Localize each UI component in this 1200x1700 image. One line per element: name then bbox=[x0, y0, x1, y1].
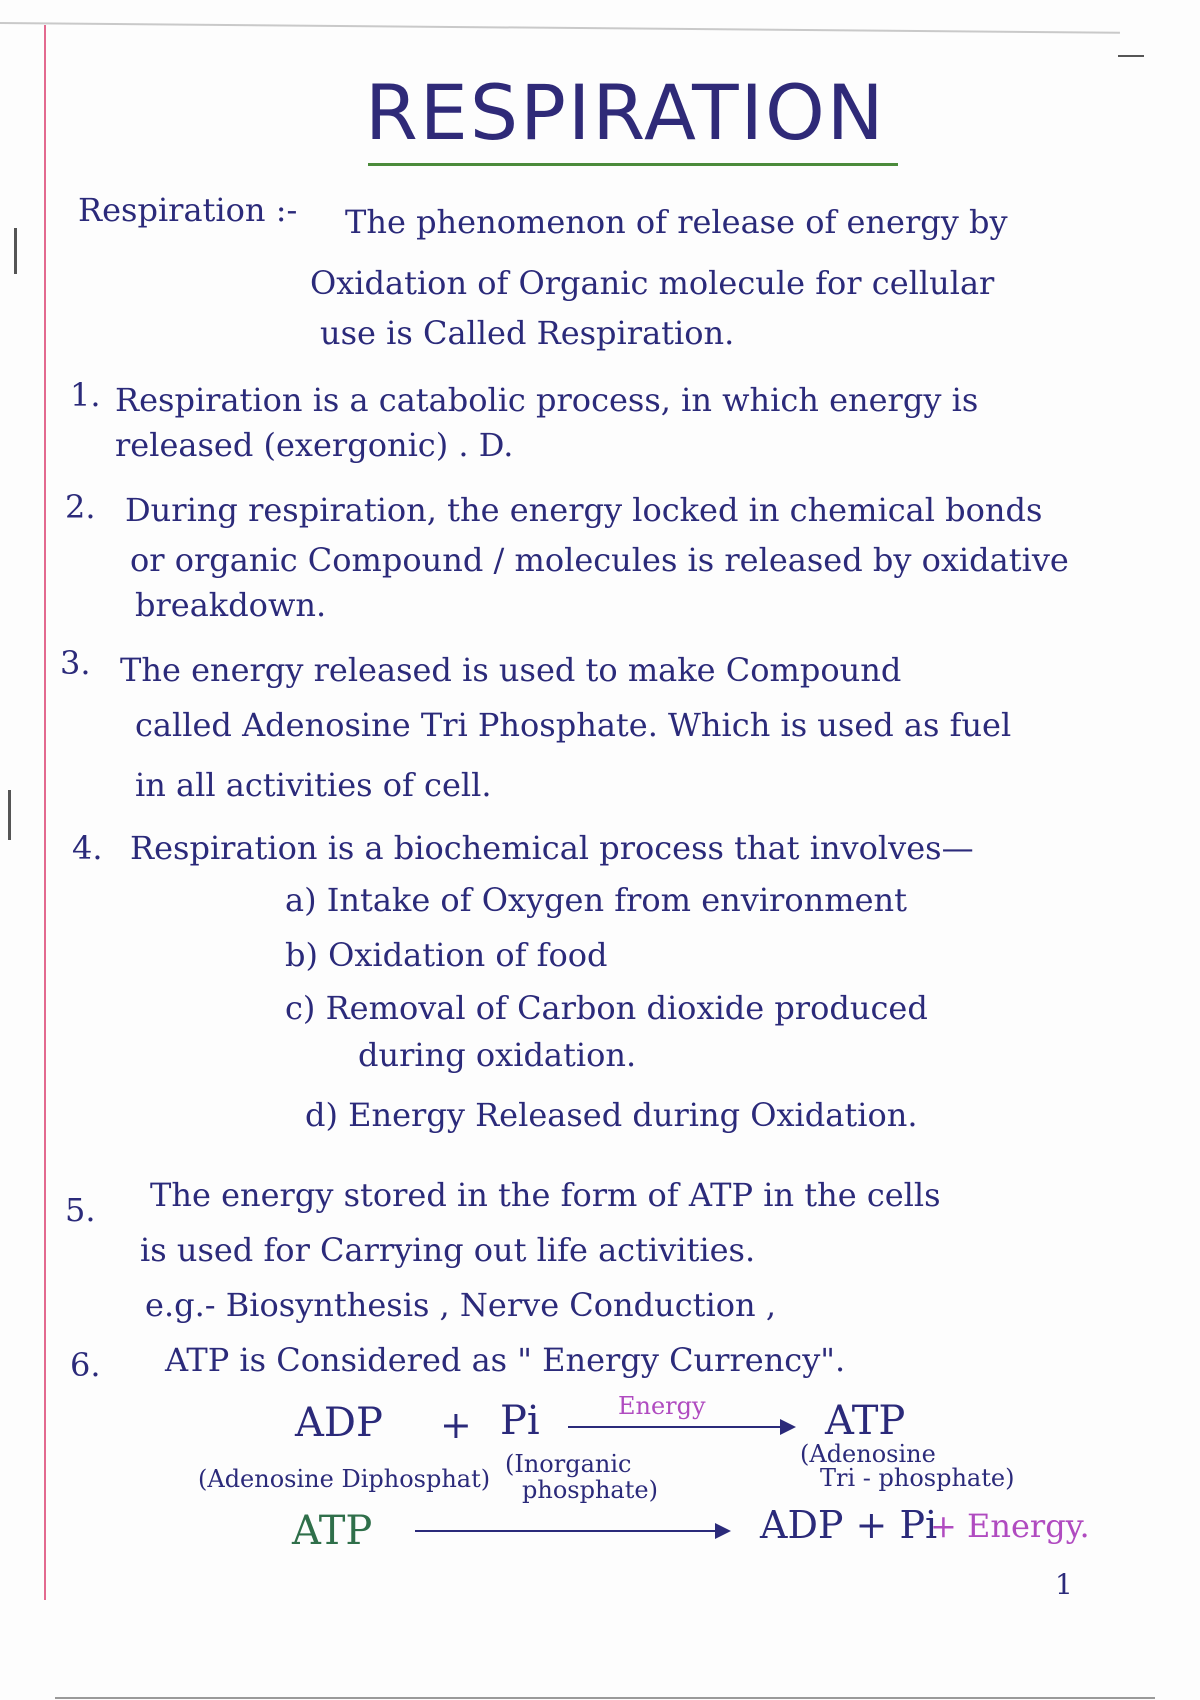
atp-label: Tri - phosphate) bbox=[820, 1464, 1015, 1492]
point-line: e.g.- Biosynthesis , Nerve Conduction , bbox=[145, 1286, 776, 1324]
top-rule bbox=[0, 22, 1120, 34]
edge-mark bbox=[8, 790, 11, 840]
point-number: 1. bbox=[70, 376, 101, 414]
point-line: in all activities of cell. bbox=[135, 766, 492, 804]
pi-label: (Inorganic bbox=[505, 1450, 632, 1478]
point-line: called Adenosine Tri Phosphate. Which is used as fuel bbox=[135, 706, 1012, 744]
point-line: is used for Carrying out life activities. bbox=[140, 1231, 756, 1269]
subpoint: during oxidation. bbox=[358, 1036, 637, 1074]
edge-mark bbox=[1118, 55, 1144, 57]
energy-label: Energy bbox=[618, 1392, 706, 1420]
point-line: Respiration is a biochemical process that involves— bbox=[130, 829, 974, 867]
equation2-energy: + Energy. bbox=[930, 1507, 1090, 1545]
point-line: ATP is Considered as " Energy Currency". bbox=[165, 1341, 846, 1379]
point-line: During respiration, the energy locked in chemical bonds bbox=[125, 491, 1043, 529]
adp-label: (Adenosine Diphosphat) bbox=[198, 1465, 491, 1493]
point-line: The energy released is used to make Compound bbox=[120, 651, 902, 689]
point-line: released (exergonic) . D. bbox=[115, 426, 514, 464]
definition-line: The phenomenon of release of energy by bbox=[345, 203, 1008, 241]
definition-line: Oxidation of Organic molecule for cellular bbox=[310, 264, 995, 302]
point-number: 3. bbox=[60, 644, 91, 682]
title-underline bbox=[368, 163, 898, 166]
point-number: 6. bbox=[70, 1346, 101, 1384]
subpoint: b) Oxidation of food bbox=[285, 936, 608, 974]
bottom-rule bbox=[55, 1697, 1155, 1699]
subpoint: d) Energy Released during Oxidation. bbox=[305, 1096, 918, 1134]
page-number: 1 bbox=[1055, 1568, 1073, 1601]
point-line: Respiration is a catabolic process, in which energy is bbox=[115, 381, 979, 419]
edge-mark bbox=[14, 228, 17, 274]
definition-term: Respiration :- bbox=[78, 191, 298, 229]
equation2-products: ADP + Pi bbox=[760, 1503, 938, 1547]
equation-pi: Pi bbox=[500, 1398, 540, 1444]
equation-atp: ATP bbox=[825, 1398, 906, 1444]
point-line: breakdown. bbox=[135, 586, 327, 624]
margin-line bbox=[44, 25, 46, 1600]
reaction-arrow bbox=[415, 1530, 715, 1532]
subpoint: c) Removal of Carbon dioxide produced bbox=[285, 989, 928, 1027]
pi-label: phosphate) bbox=[522, 1476, 658, 1504]
atp-label: (Adenosine bbox=[800, 1440, 936, 1468]
reaction-arrow bbox=[568, 1426, 780, 1428]
point-number: 2. bbox=[65, 488, 96, 526]
arrow-head bbox=[780, 1419, 796, 1435]
subpoint: a) Intake of Oxygen from environment bbox=[285, 881, 907, 919]
page-title: RESPIRATION bbox=[365, 68, 886, 157]
point-number: 5. bbox=[65, 1191, 96, 1229]
point-line: The energy stored in the form of ATP in the cells bbox=[150, 1176, 941, 1214]
equation-plus: + bbox=[440, 1403, 472, 1447]
point-number: 4. bbox=[72, 829, 103, 867]
definition-line: use is Called Respiration. bbox=[320, 314, 735, 352]
equation-adp: ADP bbox=[295, 1400, 383, 1446]
equation2-atp: ATP bbox=[292, 1508, 373, 1554]
arrow-head bbox=[715, 1523, 731, 1539]
point-line: or organic Compound / molecules is released by oxidative bbox=[130, 541, 1069, 579]
